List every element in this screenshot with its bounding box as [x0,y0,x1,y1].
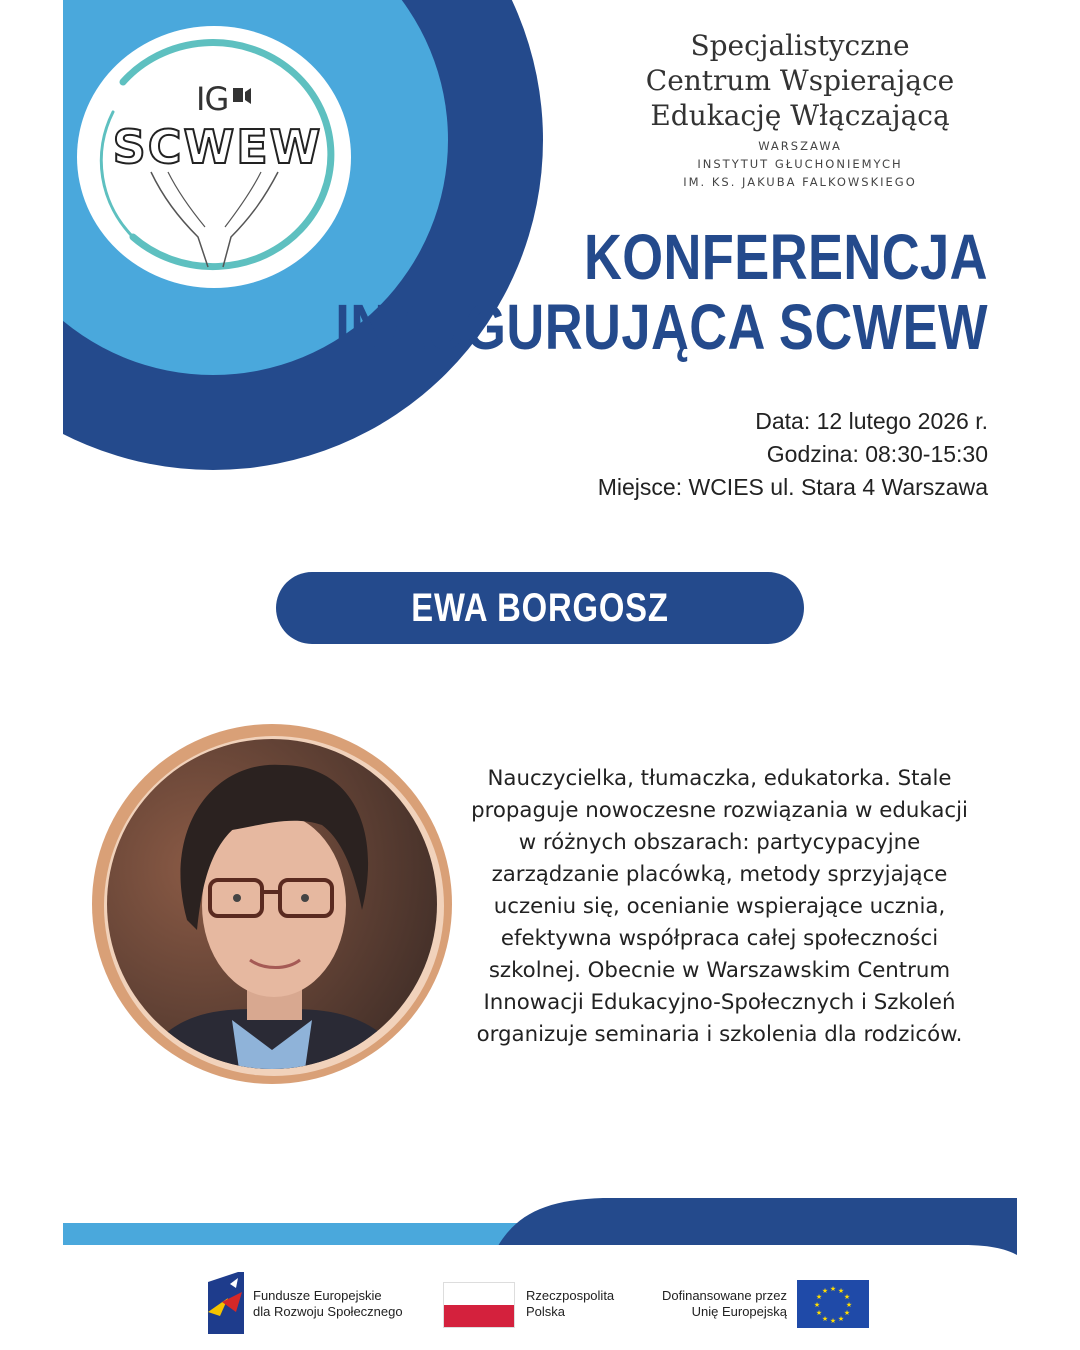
bio-line: w różnych obszarach: partycypacyjne [518,830,921,855]
eu-line1: Dofinansowane przez [661,1288,787,1303]
organization-header [620,28,980,191]
rp-line1: Rzeczpospolita [526,1288,615,1303]
svg-text:★: ★ [837,1315,845,1323]
bottom-decorative-band [63,1195,1017,1255]
event-details [598,405,988,504]
org-line1: Specjalistyczne [690,29,910,62]
svg-text:★: ★ [837,1287,845,1295]
eu-line2: Unię Europejską [691,1304,787,1319]
bio-line: zarządzanie placówką, metody sprzyjające [491,862,948,887]
fe-logo-icon [208,1272,244,1334]
svg-text:★: ★ [843,1309,851,1317]
svg-text:★: ★ [843,1293,851,1301]
speaker-name: EWA BORGOSZ [411,585,669,630]
svg-text:★: ★ [815,1293,823,1301]
event-place: Miejsce: WCIES ul. Stara 4 Warszawa [597,474,988,500]
svg-text:★: ★ [813,1301,821,1309]
bio-line: propaguje nowoczesne rozwiązania w edukacji [471,798,968,823]
fe-text [253,1288,403,1320]
svg-text:★: ★ [829,1285,837,1293]
event-date: Data: 12 lutego 2026 r. [755,408,988,434]
logo-ig-text: IG [196,80,229,118]
eu-text [651,1288,787,1320]
eu-flag-icon [797,1280,869,1328]
org-line3: Edukację Włączającą [650,99,950,132]
fe-line2: dla Rozwoju Społecznego [253,1304,403,1319]
svg-text:★: ★ [845,1301,853,1309]
org-line2: Centrum Wspierające [645,64,955,97]
org-city: WARSZAWA [758,139,842,153]
svg-text:★: ★ [821,1287,829,1295]
bio-line: Innowacji Edukacyjno-Społecznych i Szkoleń [483,990,956,1015]
event-time: Godzina: 08:30-15:30 [766,441,988,467]
org-patron: IM. KS. JAKUBA FALKOWSKIEGO [683,175,917,189]
funding-footer [0,1270,1080,1340]
bio-line: efektywna współpraca całej społeczności [500,926,939,951]
org-institute: INSTYTUT GŁUCHONIEMYCH [697,157,903,171]
bio-line: Nauczycielka, tłumaczka, edukatorka. Stale [487,766,952,791]
svg-text:★: ★ [829,1317,837,1325]
rp-text [526,1288,614,1320]
bio-line: szkolnej. Obecnie w Warszawskim Centrum [488,958,951,983]
svg-text:★: ★ [821,1315,829,1323]
svg-text:★: ★ [815,1309,823,1317]
polish-flag-icon [443,1282,515,1328]
rp-line2: Polska [526,1304,566,1319]
logo-scwew-text: SCWEW [112,120,323,174]
fe-line1: Fundusze Europejskie [253,1288,382,1303]
event-title-line2: INAUGURUJĄCA SCWEW [335,291,988,363]
event-title [335,222,988,362]
bio-line: uczeniu się, ocenianie wspierające ucznia, [493,894,946,919]
speaker-bio [462,763,977,1051]
event-title-line1: KONFERENCJA [584,221,988,293]
speaker-name-banner [276,572,804,644]
speaker-portrait [92,720,452,1090]
bio-line: organizuje seminaria i szkolenia dla rodziców. [476,1022,963,1047]
